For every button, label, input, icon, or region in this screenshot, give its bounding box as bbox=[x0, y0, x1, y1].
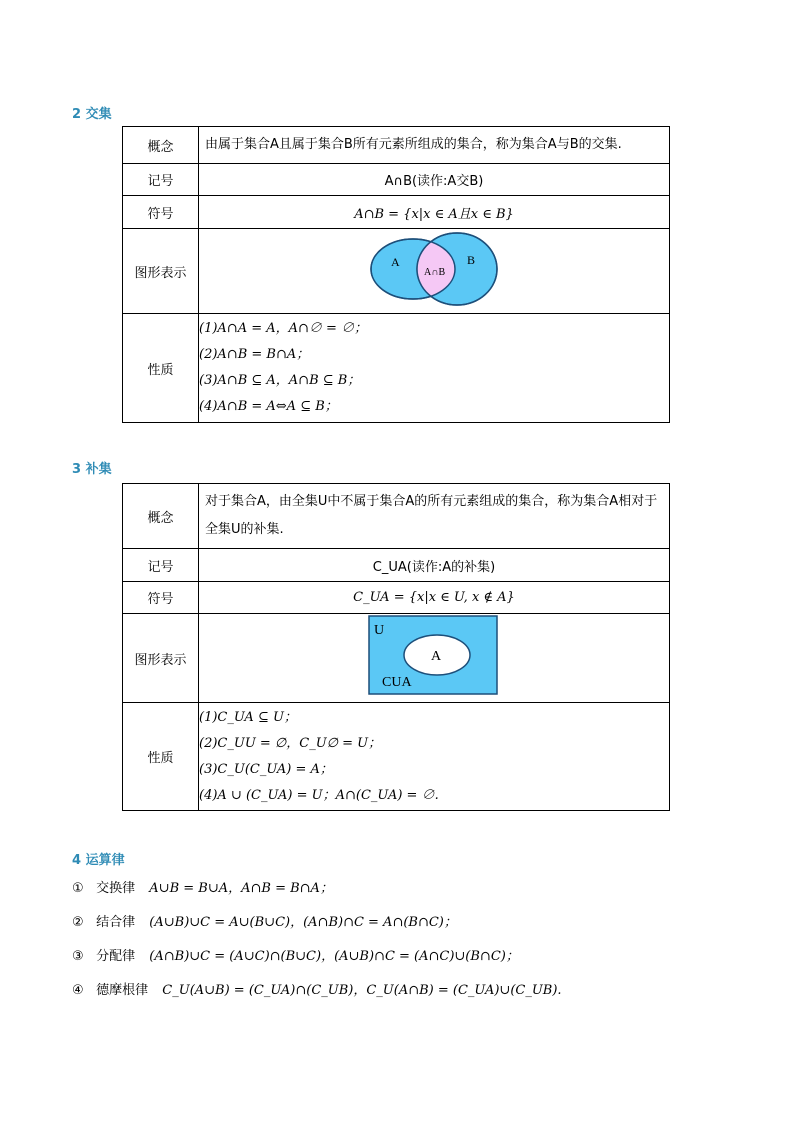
properties-list bbox=[199, 703, 670, 811]
properties-label: 性质 bbox=[123, 314, 199, 423]
concept-label: 概念 bbox=[123, 484, 199, 549]
property-4: (4)A∩B = A⇔A ⊆ B； bbox=[199, 399, 338, 414]
law-name: 分配律 bbox=[96, 949, 136, 964]
law-number: ① bbox=[72, 881, 84, 896]
properties-label: 性质 bbox=[123, 703, 199, 811]
notation-label: 记号 bbox=[123, 549, 199, 582]
law-name: 结合律 bbox=[96, 915, 136, 930]
complement-table bbox=[122, 483, 670, 811]
label-u: U bbox=[374, 623, 385, 638]
intersection-venn-diagram bbox=[369, 230, 499, 308]
section-3-title: 3 补集 bbox=[72, 462, 112, 477]
symbol-text: C_UA = {x|x ∈ U, x ∉ A} bbox=[199, 582, 670, 614]
law-number: ④ bbox=[72, 983, 84, 998]
section-2-title: 2 交集 bbox=[72, 107, 112, 122]
property-3: (3)C_U(C_UA) = A； bbox=[199, 761, 333, 777]
symbol-text: A∩B = {x|x ∈ A且x ∈ B} bbox=[199, 196, 670, 229]
property-2: (2)A∩B = B∩A； bbox=[199, 347, 310, 362]
property-3: (3)A∩B ⊆ A，A∩B ⊆ B； bbox=[199, 373, 361, 388]
law-associative bbox=[72, 906, 562, 940]
law-number: ② bbox=[72, 915, 84, 930]
law-formula: A∪B = B∪A，A∩B = B∩A； bbox=[149, 881, 333, 896]
law-name: 德摩根律 bbox=[96, 983, 149, 998]
diagram-label: 图形表示 bbox=[123, 229, 199, 314]
notation-label: 记号 bbox=[123, 164, 199, 196]
complement-venn-diagram bbox=[367, 614, 501, 698]
property-1: (1)C_UA ⊆ U； bbox=[199, 709, 297, 725]
label-a: A bbox=[431, 649, 442, 664]
law-de-morgan bbox=[72, 974, 562, 1008]
notation-text: C_UA(读作:A的补集) bbox=[199, 549, 670, 582]
concept-text: 对于集合A，由全集U中不属于集合A的所有元素组成的集合，称为集合A相对于全集U的补集. bbox=[199, 484, 670, 549]
operation-laws-list bbox=[72, 872, 562, 1008]
label-b: B bbox=[467, 253, 476, 267]
law-formula: C_U(A∪B) = (C_UA)∩(C_UB)，C_U(A∩B) = (C_UA)∪(C_UB). bbox=[162, 983, 562, 998]
law-commutative bbox=[72, 872, 562, 906]
law-distributive bbox=[72, 940, 562, 974]
law-name: 交换律 bbox=[96, 881, 136, 896]
properties-list bbox=[199, 314, 670, 423]
section-4-title: 4 运算律 bbox=[72, 853, 125, 868]
label-a: A bbox=[391, 255, 400, 269]
concept-label: 概念 bbox=[123, 127, 199, 164]
property-2: (2)C_UU = ∅，C_U∅ = U； bbox=[199, 735, 382, 751]
property-4: (4)A ∪ (C_UA) = U；A∩(C_UA) = ∅. bbox=[199, 787, 439, 803]
concept-text: 由属于集合A且属于集合B所有元素所组成的集合，称为集合A与B的交集. bbox=[199, 127, 670, 164]
symbol-label: 符号 bbox=[123, 196, 199, 229]
law-formula: (A∪B)∪C = A∪(B∪C)，(A∩B)∩C = A∩(B∩C)； bbox=[149, 915, 457, 930]
symbol-label: 符号 bbox=[123, 582, 199, 614]
venn-diagram-cell bbox=[199, 229, 670, 314]
law-formula: (A∩B)∪C = (A∪C)∩(B∪C)，(A∪B)∩C = (A∩C)∪(B∩C)； bbox=[149, 949, 519, 964]
label-complement: CUA bbox=[382, 675, 412, 690]
complement-diagram-cell bbox=[199, 614, 670, 703]
diagram-label: 图形表示 bbox=[123, 614, 199, 703]
label-overlap: A∩B bbox=[424, 267, 446, 278]
property-1: (1)A∩A = A，A∩∅ = ∅； bbox=[199, 321, 368, 336]
intersection-table bbox=[122, 126, 670, 423]
notation-text: A∩B(读作:A交B) bbox=[199, 164, 670, 196]
law-number: ③ bbox=[72, 949, 84, 964]
